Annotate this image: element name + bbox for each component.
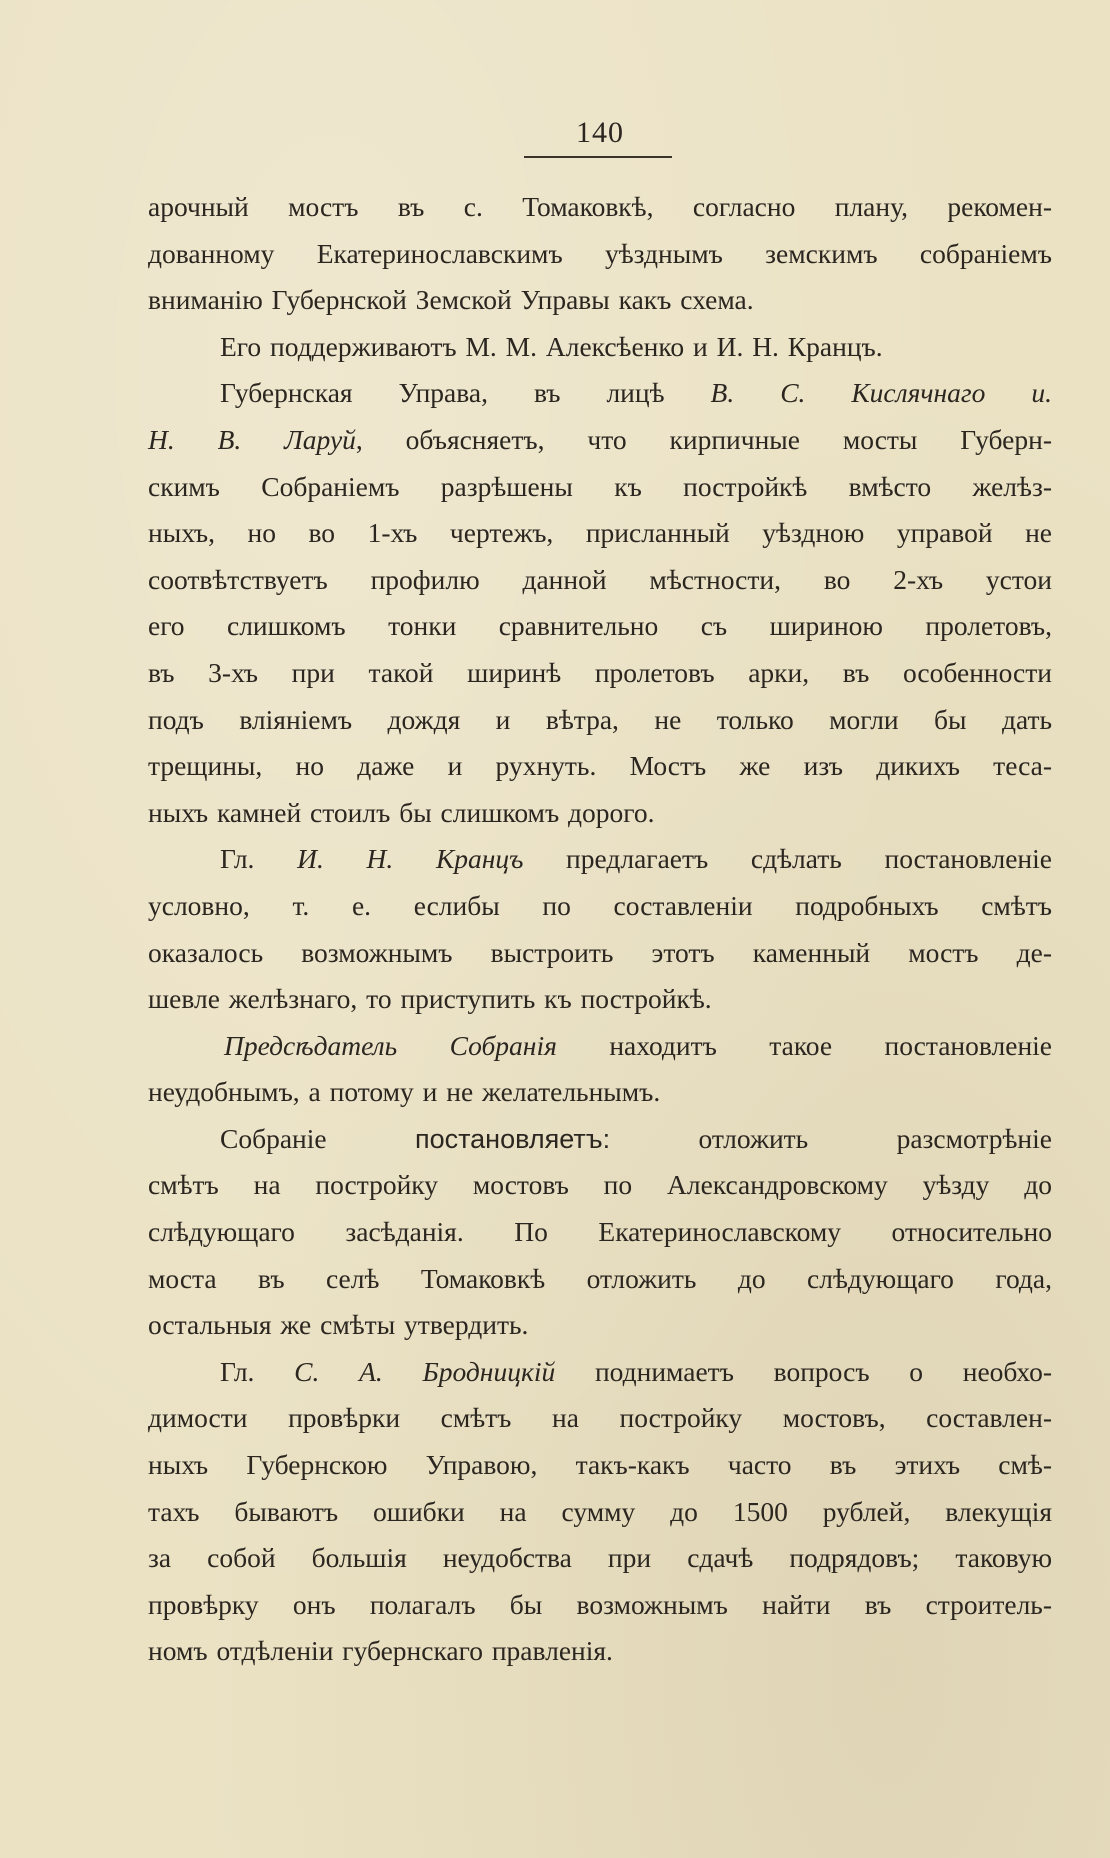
- text-line: слѣдующаго засѣданія. По Екатеринославскому относительно: [148, 1216, 1052, 1248]
- text-line: провѣрку онъ полагалъ бы возможнымъ найти въ строитель-: [148, 1588, 1052, 1620]
- text-line: ныхъ Губернскою Управою, такъ-какъ часто въ этихъ смѣ-: [148, 1449, 1052, 1481]
- text-line: [148, 370, 1052, 417]
- text-line: [148, 1349, 1052, 1396]
- header-rule: [524, 156, 672, 158]
- text-line: арочный мостъ въ с. Томаковкѣ, согласно плану, рекомен-: [148, 191, 1052, 222]
- text-line: ныхъ, но во 1-хъ чертежъ, присланный уѣздною управой не: [148, 517, 1052, 549]
- text-run: , объясняетъ, что кирпичные мосты Губерн-: [355, 423, 1052, 455]
- text-line: вниманію Губернской Земской Управы какъ схема.: [148, 284, 754, 316]
- text-line: [148, 1023, 1052, 1070]
- text-line: номъ отдѣленіи губернскаго правленія.: [148, 1635, 613, 1667]
- text-run: Собраніе: [220, 1122, 415, 1154]
- text-line: [148, 417, 1052, 464]
- text-line: неудобнымъ, а потому и не желательнымъ.: [148, 1076, 661, 1108]
- page-number: 140: [576, 116, 624, 149]
- text-line: условно, т. е. еслибы по составленіи подробныхъ смѣтъ: [148, 889, 1052, 921]
- text-run: Губернская Управа, въ лицѣ: [220, 377, 711, 409]
- text-run: находитъ такое постановленіе: [556, 1029, 1053, 1061]
- text-line: трещины, но даже и рухнуть. Мостъ же изъ дикихъ теса-: [148, 750, 1052, 782]
- text-line: тахъ бываютъ ошибки на сумму до 1500 рублей, влекущія: [148, 1495, 1052, 1527]
- text-run: поднимаетъ вопросъ о необхо-: [555, 1355, 1052, 1387]
- text-line: въ 3-хъ при такой ширинѣ пролетовъ арки, въ особенности: [148, 656, 1052, 688]
- text-line: смѣтъ на постройку мостовъ по Александровскому уѣзду до: [148, 1169, 1052, 1201]
- text-line: подъ вліяніемъ дождя и вѣтра, не только могли бы дать: [148, 703, 1052, 735]
- text-line: скимъ Собраніемъ разрѣшены къ постройкѣ вмѣсто желѣз-: [148, 470, 1052, 502]
- text-run: и.: [985, 377, 1053, 409]
- text-line: шевле желѣзнаго, то приступить къ постройкѣ.: [148, 983, 712, 1015]
- text-line: [148, 1116, 1052, 1163]
- text-line: димости провѣрки смѣтъ на постройку мостовъ, составлен-: [148, 1402, 1052, 1434]
- text-line: [148, 836, 1052, 883]
- text-run: предлагаетъ сдѣлать постановленіе: [523, 843, 1052, 875]
- text-line: ныхъ камней стоилъ бы слишкомъ дорого.: [148, 796, 655, 828]
- person-name: В. С. Кислячнаго: [710, 377, 986, 409]
- text-line: соотвѣтствуетъ профилю данной мѣстности, во 2-хъ устои: [148, 563, 1052, 595]
- text-line: остальныя же смѣты утвердить.: [148, 1309, 529, 1341]
- text-run: Гл.: [220, 1355, 295, 1387]
- chairman-title: Предсѣдатель Собранія: [224, 1029, 557, 1061]
- person-name: С. А. Бродницкій: [294, 1355, 556, 1387]
- body-text: [148, 184, 1052, 1675]
- text-line: его слишкомъ тонки сравнительно съ шириною пролетовъ,: [148, 610, 1052, 642]
- text-run: Гл.: [220, 843, 298, 875]
- resolution-word: постановляетъ:: [414, 1123, 611, 1154]
- text-line: оказалось возможнымъ выстроить этотъ каменный мостъ де-: [148, 936, 1052, 968]
- person-name: Н. В. Ларуй: [148, 423, 356, 455]
- text-run: отложить разсмотрѣніе: [610, 1122, 1052, 1154]
- person-name: И. Н. Кранцъ: [297, 843, 524, 875]
- text-line: Его поддерживаютъ М. М. Алексѣенко и И. Н. Кранцъ.: [220, 330, 883, 362]
- text-line: дованному Екатеринославскимъ уѣзднымъ земскимъ собраніемъ: [148, 237, 1052, 269]
- text-line: за собой большія неудобства при сдачѣ подрядовъ; таковую: [148, 1542, 1052, 1574]
- text-line: моста въ селѣ Томаковкѣ отложить до слѣдующаго года,: [148, 1262, 1052, 1294]
